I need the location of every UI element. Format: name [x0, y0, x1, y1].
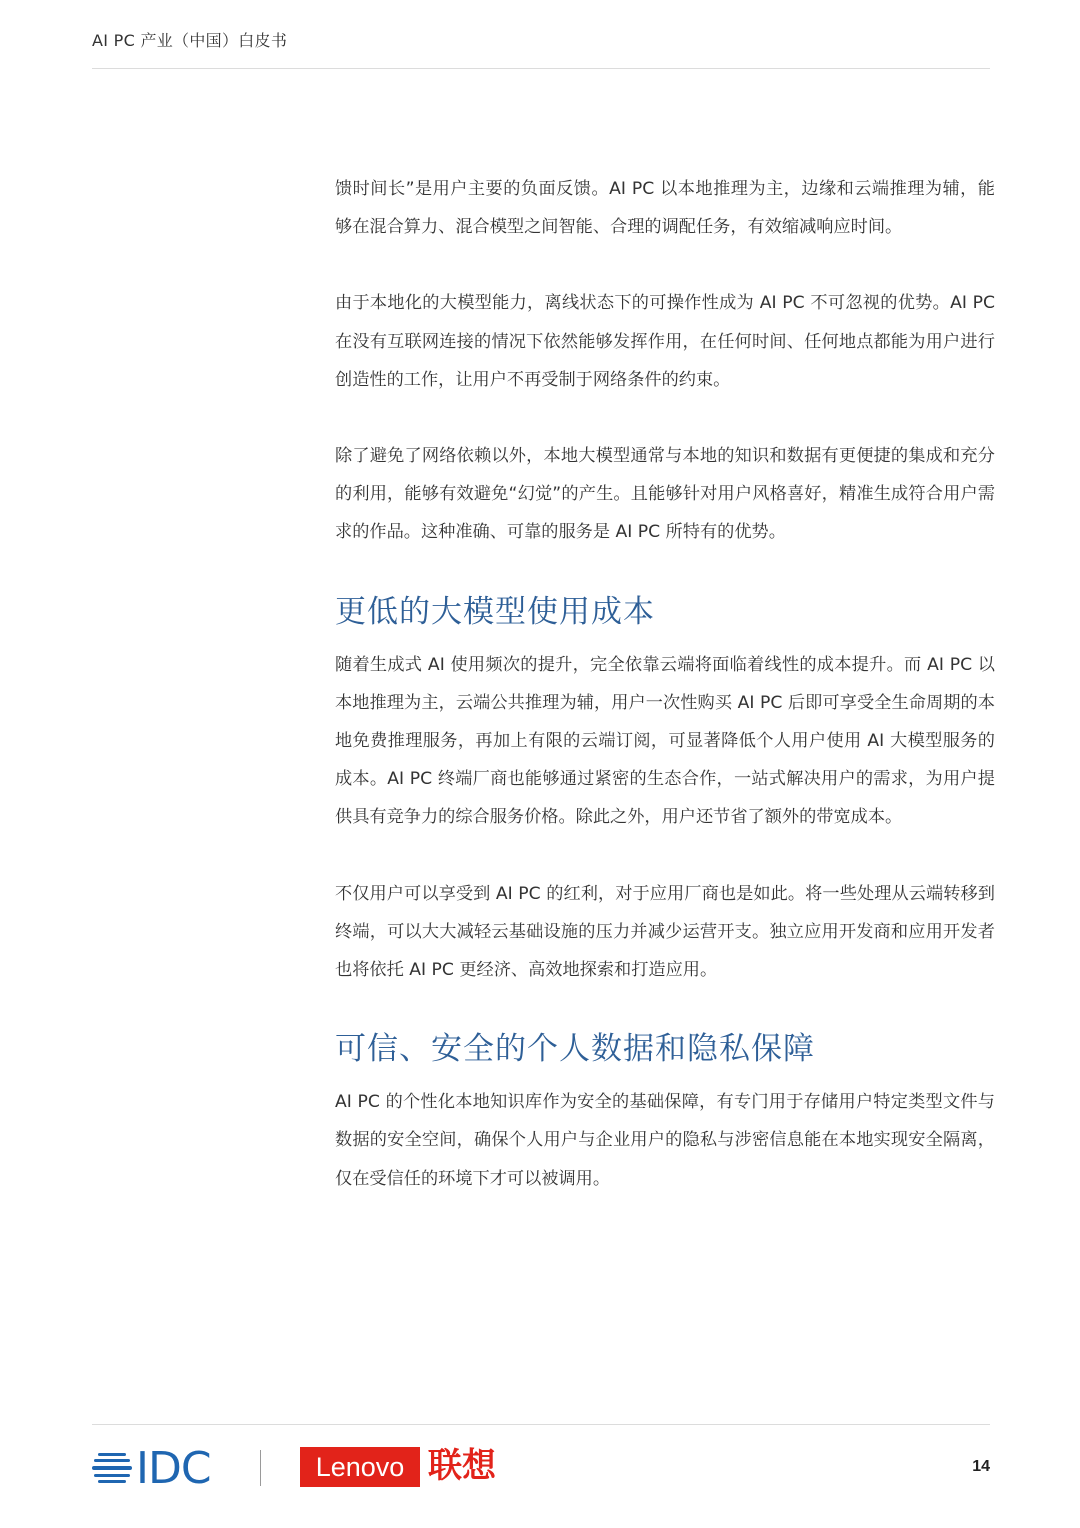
lenovo-logo: Lenovo: [300, 1447, 420, 1487]
footer-divider: [92, 1424, 990, 1425]
logo-separator: [260, 1450, 261, 1486]
paragraph-cost-savings: 随着生成式 AI 使用频次的提升，完全依靠云端将面临着线性的成本提升。而 AI PC 以本地推理为主，云端公共推理为辅，用户一次性购买 AI PC 后即可享受全生命周期的本地免费推理服务，再加上有限的云端订阅，可显著降低个人用户使用 AI 大模型服务的成本。AI PC 终端厂商也能够通过紧密的生态合作，一站式解决用户的需求，为用户提供具有竞争力的综合服务价格。除此之外，用户还节省了额外的带宽成本。: [335, 654, 995, 828]
paragraph-local-knowledge: 除了避免了网络依赖以外，本地大模型通常与本地的知识和数据有更便捷的集成和充分的利用，能够有效避免“幻觉”的产生。且能够针对用户风格喜好，精准生成符合用户需求的作品。这种准确、可靠的服务是 AI PC 所特有的优势。: [335, 446, 995, 543]
section-heading-privacy: 可信、安全的个人数据和隐私保障: [335, 1031, 815, 1068]
idc-logo: [92, 1444, 211, 1492]
lenovo-chinese-logo: 联想: [428, 1446, 496, 1486]
paragraph-offline-advantage: 由于本地化的大模型能力，离线状态下的可操作性成为 AI PC 不可忽视的优势。AI PC 在没有互联网连接的情况下依然能够发挥作用，在任何时间、任何地点都能为用户进行创造性的工作，让用户不再受制于网络条件的约束。: [335, 293, 995, 390]
page-number: 14: [972, 1458, 990, 1475]
paragraph-privacy: AI PC 的个性化本地知识库作为安全的基础保障，有专门用于存储用户特定类型文件与数据的安全空间，确保个人用户与企业用户的隐私与涉密信息能在本地实现安全隔离，仅在受信任的环境下才可以被调用。: [335, 1092, 995, 1189]
paragraph-app-vendors: 不仅用户可以享受到 AI PC 的红利，对于应用厂商也是如此。将一些处理从云端转移到终端，可以大大减轻云基础设施的压力并减少运营开支。独立应用开发商和应用开发者也将依托 AI PC 更经济、高效地探索和打造应用。: [335, 883, 995, 981]
idc-logo-text: IDC: [136, 1442, 211, 1494]
header-divider: [92, 68, 990, 69]
paragraph-response-time: 馈时间长”是用户主要的负面反馈。AI PC 以本地推理为主，边缘和云端推理为辅，能够在混合算力、混合模型之间智能、合理的调配任务，有效缩减响应时间。: [335, 179, 995, 238]
page-footer: [92, 1440, 990, 1496]
page-body: [335, 170, 995, 1236]
section-heading-lower-cost: 更低的大模型使用成本: [335, 593, 655, 630]
idc-globe-icon: [92, 1448, 132, 1488]
document-header-title: AI PC 产业（中国）白皮书: [92, 31, 288, 50]
